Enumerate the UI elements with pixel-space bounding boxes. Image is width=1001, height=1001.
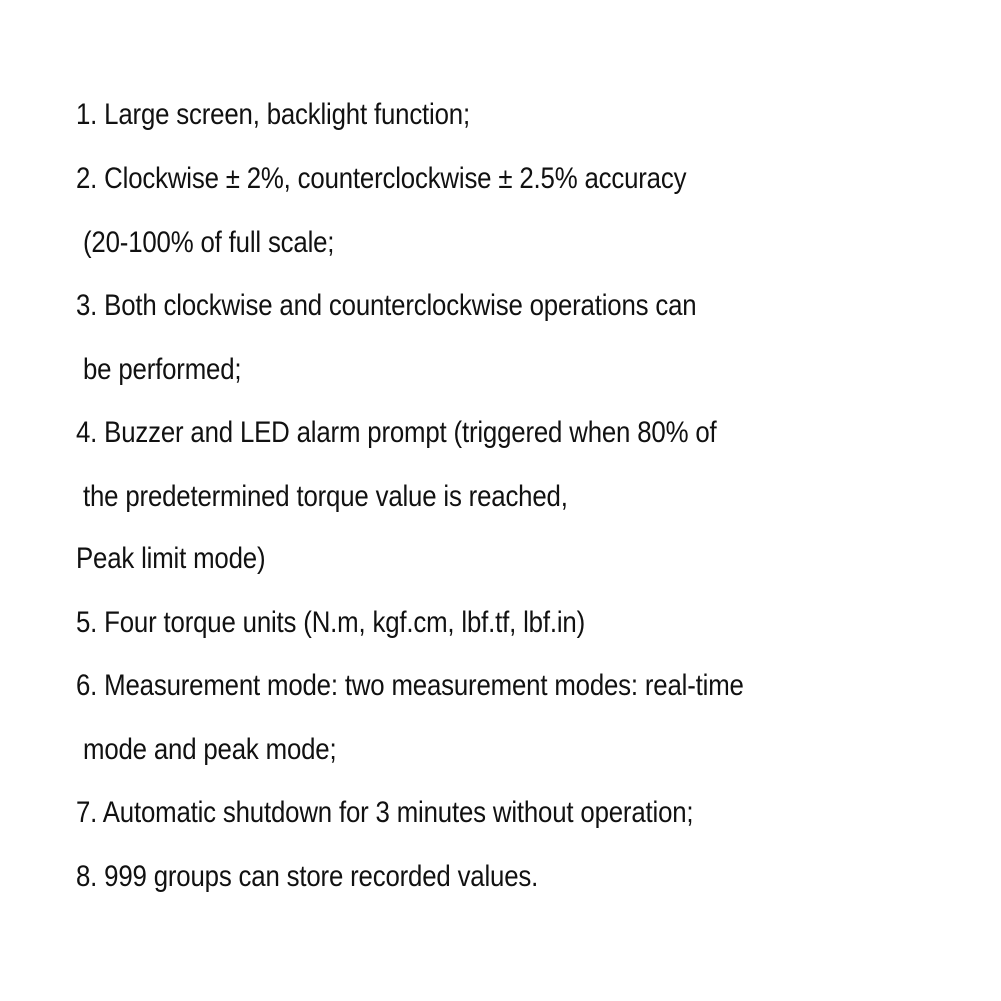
feature-line-1: 1. Large screen, backlight function; <box>76 98 470 131</box>
feature-line-4: 4. Buzzer and LED alarm prompt (triggered when 80% of <box>76 416 717 449</box>
feature-line-5: 5. Four torque units (N.m, kgf.cm, lbf.tf, lbf.in) <box>76 606 586 639</box>
feature-line-7: 7. Automatic shutdown for 3 minutes without operation; <box>76 796 694 829</box>
feature-line-3: 3. Both clockwise and counterclockwise operations can <box>76 289 697 322</box>
feature-line-3-continued: be performed; <box>76 353 242 386</box>
feature-line-6: 6. Measurement mode: two measurement modes: real-time <box>76 669 744 702</box>
feature-line-2: 2. Clockwise ± 2%, counterclockwise ± 2.5% accuracy <box>76 162 687 195</box>
feature-line-4-continued: the predetermined torque value is reached, <box>76 480 568 513</box>
feature-line-8: 8. 999 groups can store recorded values. <box>76 860 539 893</box>
feature-line-6-continued: mode and peak mode; <box>76 733 337 766</box>
feature-line-2-continued: (20-100% of full scale; <box>76 226 335 259</box>
feature-line-4-continued-2: Peak limit mode) <box>76 542 266 575</box>
